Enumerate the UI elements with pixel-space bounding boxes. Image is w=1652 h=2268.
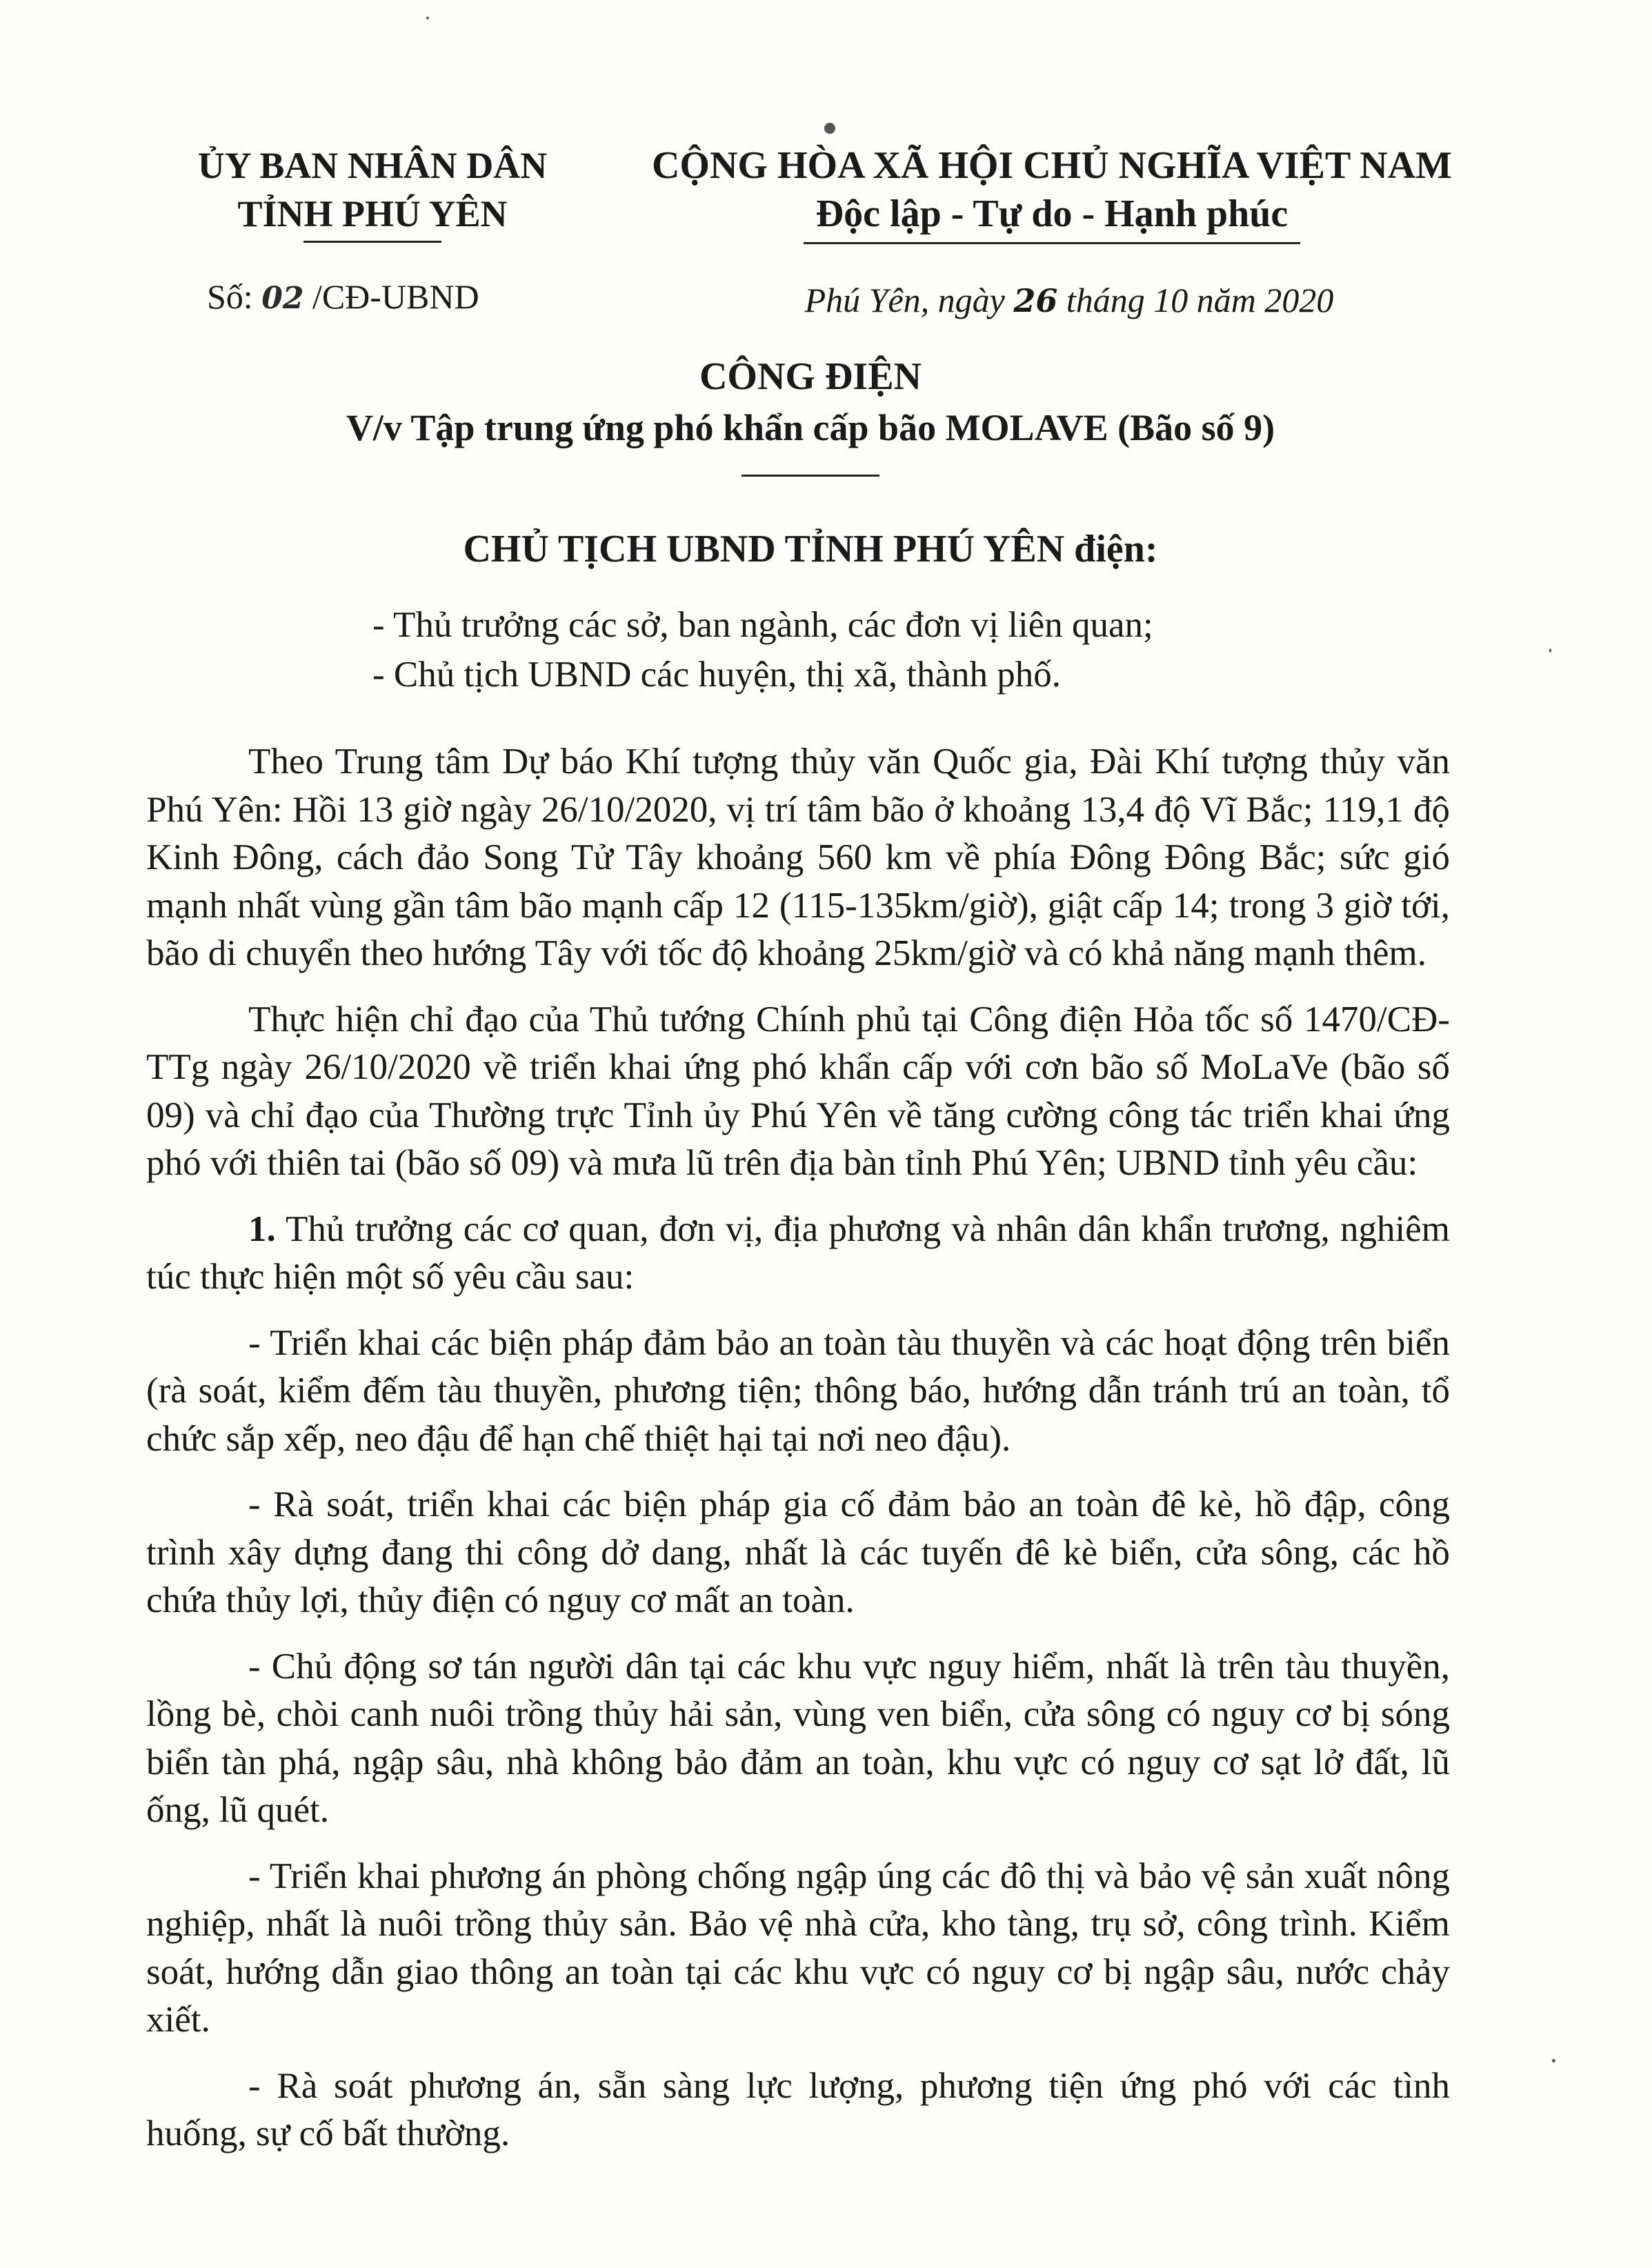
agency-line-2: TỈNH PHÚ YÊN xyxy=(237,193,508,235)
agency-line-1: ỦY BAN NHÂN DÂN xyxy=(197,145,548,186)
place-date-prefix: Phú Yên, ngày xyxy=(804,281,1005,319)
scan-speck xyxy=(426,17,429,19)
item-1-text: Thủ trưởng các cơ quan, đơn vị, địa phương và nhân dân khẩn trương, nghiêm túc thực hiện một số yêu cầu sau: xyxy=(146,1208,1450,1297)
nation-name: CỘNG HÒA XÃ HỘI CHỦ NGHĨA VIỆT NAM xyxy=(651,144,1453,187)
sender-line: CHỦ TỊCH UBND TỈNH PHÚ YÊN điện: xyxy=(463,528,1158,570)
scan-speck xyxy=(1549,648,1551,653)
document-type: CÔNG ĐIỆN xyxy=(699,355,922,398)
bullet-item: - Chủ động sơ tán người dân tại các khu vực nguy hiểm, nhất là trên tàu thuyền, lồng bè, chòi canh nuôi trồng thủy hải sản, vùng ven biển, cửa sông có nguy cơ bị sóng biển tàn phá, ngập sâu, nhà không bảo đảm an toàn, khu vực có nguy cơ sạt lở đất, lũ ống, lũ quét. xyxy=(146,1646,1450,1830)
scan-speck xyxy=(824,123,835,134)
place-date-suffix: tháng 10 năm 2020 xyxy=(1066,281,1334,319)
document-subject: V/v Tập trung ứng phó khẩn cấp bão MOLAVE (Bão số 9) xyxy=(346,407,1275,448)
issuing-agency xyxy=(172,141,573,243)
recipient-list xyxy=(372,600,1476,699)
doc-number-handwritten: 02 xyxy=(261,281,304,316)
nation-motto: Độc lập - Tự do - Hạnh phúc xyxy=(815,192,1288,235)
bullet-item: - Triển khai phương án phòng chống ngập úng các đô thị và bảo vệ sản xuất nông nghiệp, nhất là nuôi trồng thủy sản. Bảo vệ nhà cửa, kho tàng, trụ sở, công trình. Kiểm soát, hướng dẫn giao thông an toàn tại các khu vực có nguy cơ bị ngập sâu, nước chảy xiết. xyxy=(146,1856,1450,2040)
bullet-item: - Triển khai các biện pháp đảm bảo an toàn tàu thuyền và các hoạt động trên biển (rà soát, kiểm đếm tàu thuyền, phương tiện; thông báo, hướng dẫn tránh trú an toàn, tổ chức sắp xếp, neo đậu để hạn chế thiệt hại tại nơi neo đậu). xyxy=(146,1322,1450,1459)
recipient-item: - Thủ trưởng các sở, ban ngành, các đơn vị liên quan; xyxy=(372,605,1153,645)
item-1-number: 1. xyxy=(248,1208,276,1249)
place-and-date xyxy=(690,276,1449,325)
paragraph-forecast: Theo Trung tâm Dự báo Khí tượng thủy văn Quốc gia, Đài Khí tượng thủy văn Phú Yên: Hồi 13 giờ ngày 26/10/2020, vị trí tâm bão ở khoảng 13,4 độ Vĩ Bắc; 119,1 độ Kinh Đông, cách đảo Song Tử Tây khoảng 560 km về phía Đông Đông Bắc; sức gió mạnh nhất vùng gần tâm bão mạnh cấp 12 (115-135km/giờ), giật cấp 14; trong 3 giờ tới, bão di chuyển theo hướng Tây với tốc độ khoảng 25km/giờ và có khả năng mạnh thêm. xyxy=(146,742,1450,973)
subject-divider xyxy=(742,475,879,477)
bullet-item: - Rà soát phương án, sẵn sàng lực lượng, phương tiện ứng phó với các tình huống, sự cố bất thường. xyxy=(146,2065,1450,2153)
document-number xyxy=(207,272,566,323)
handwritten-day: 26 xyxy=(1013,282,1058,319)
doc-number-prefix: Số: xyxy=(207,277,253,316)
scan-speck xyxy=(1552,2059,1555,2062)
paragraph-directive: Thực hiện chỉ đạo của Thủ tướng Chính phủ tại Công điện Hỏa tốc số 1470/CĐ-TTg ngày 26/10/2020 về triển khai ứng phó khẩn cấp với cơn bão số MoLaVe (bão số 09) và chỉ đạo của Thường trực Tỉnh ủy Phú Yên về tăng cường công tác triển khai ứng phó với thiên tai (bão số 09) và mưa lũ trên địa bàn tỉnh Phú Yên; UBND tỉnh yêu cầu: xyxy=(146,999,1450,1183)
item-1 xyxy=(146,1206,1450,1302)
document-body xyxy=(146,738,1450,2176)
agency-underline xyxy=(303,241,441,243)
recipient-item: - Chủ tịch UBND các huyện, thị xã, thành phố. xyxy=(372,655,1061,695)
motto-underline xyxy=(804,242,1300,244)
national-heading xyxy=(621,141,1483,244)
bullet-item: - Rà soát, triển khai các biện pháp gia cố đảm bảo an toàn đê kè, hồ đập, công trình xây dựng đang thi công dở dang, nhất là các tuyến đê kè biển, cửa sông, các hồ chứa thủy lợi, thủy điện có nguy cơ mất an toàn. xyxy=(146,1484,1450,1620)
doc-number-suffix: /CĐ-UBND xyxy=(312,277,479,316)
